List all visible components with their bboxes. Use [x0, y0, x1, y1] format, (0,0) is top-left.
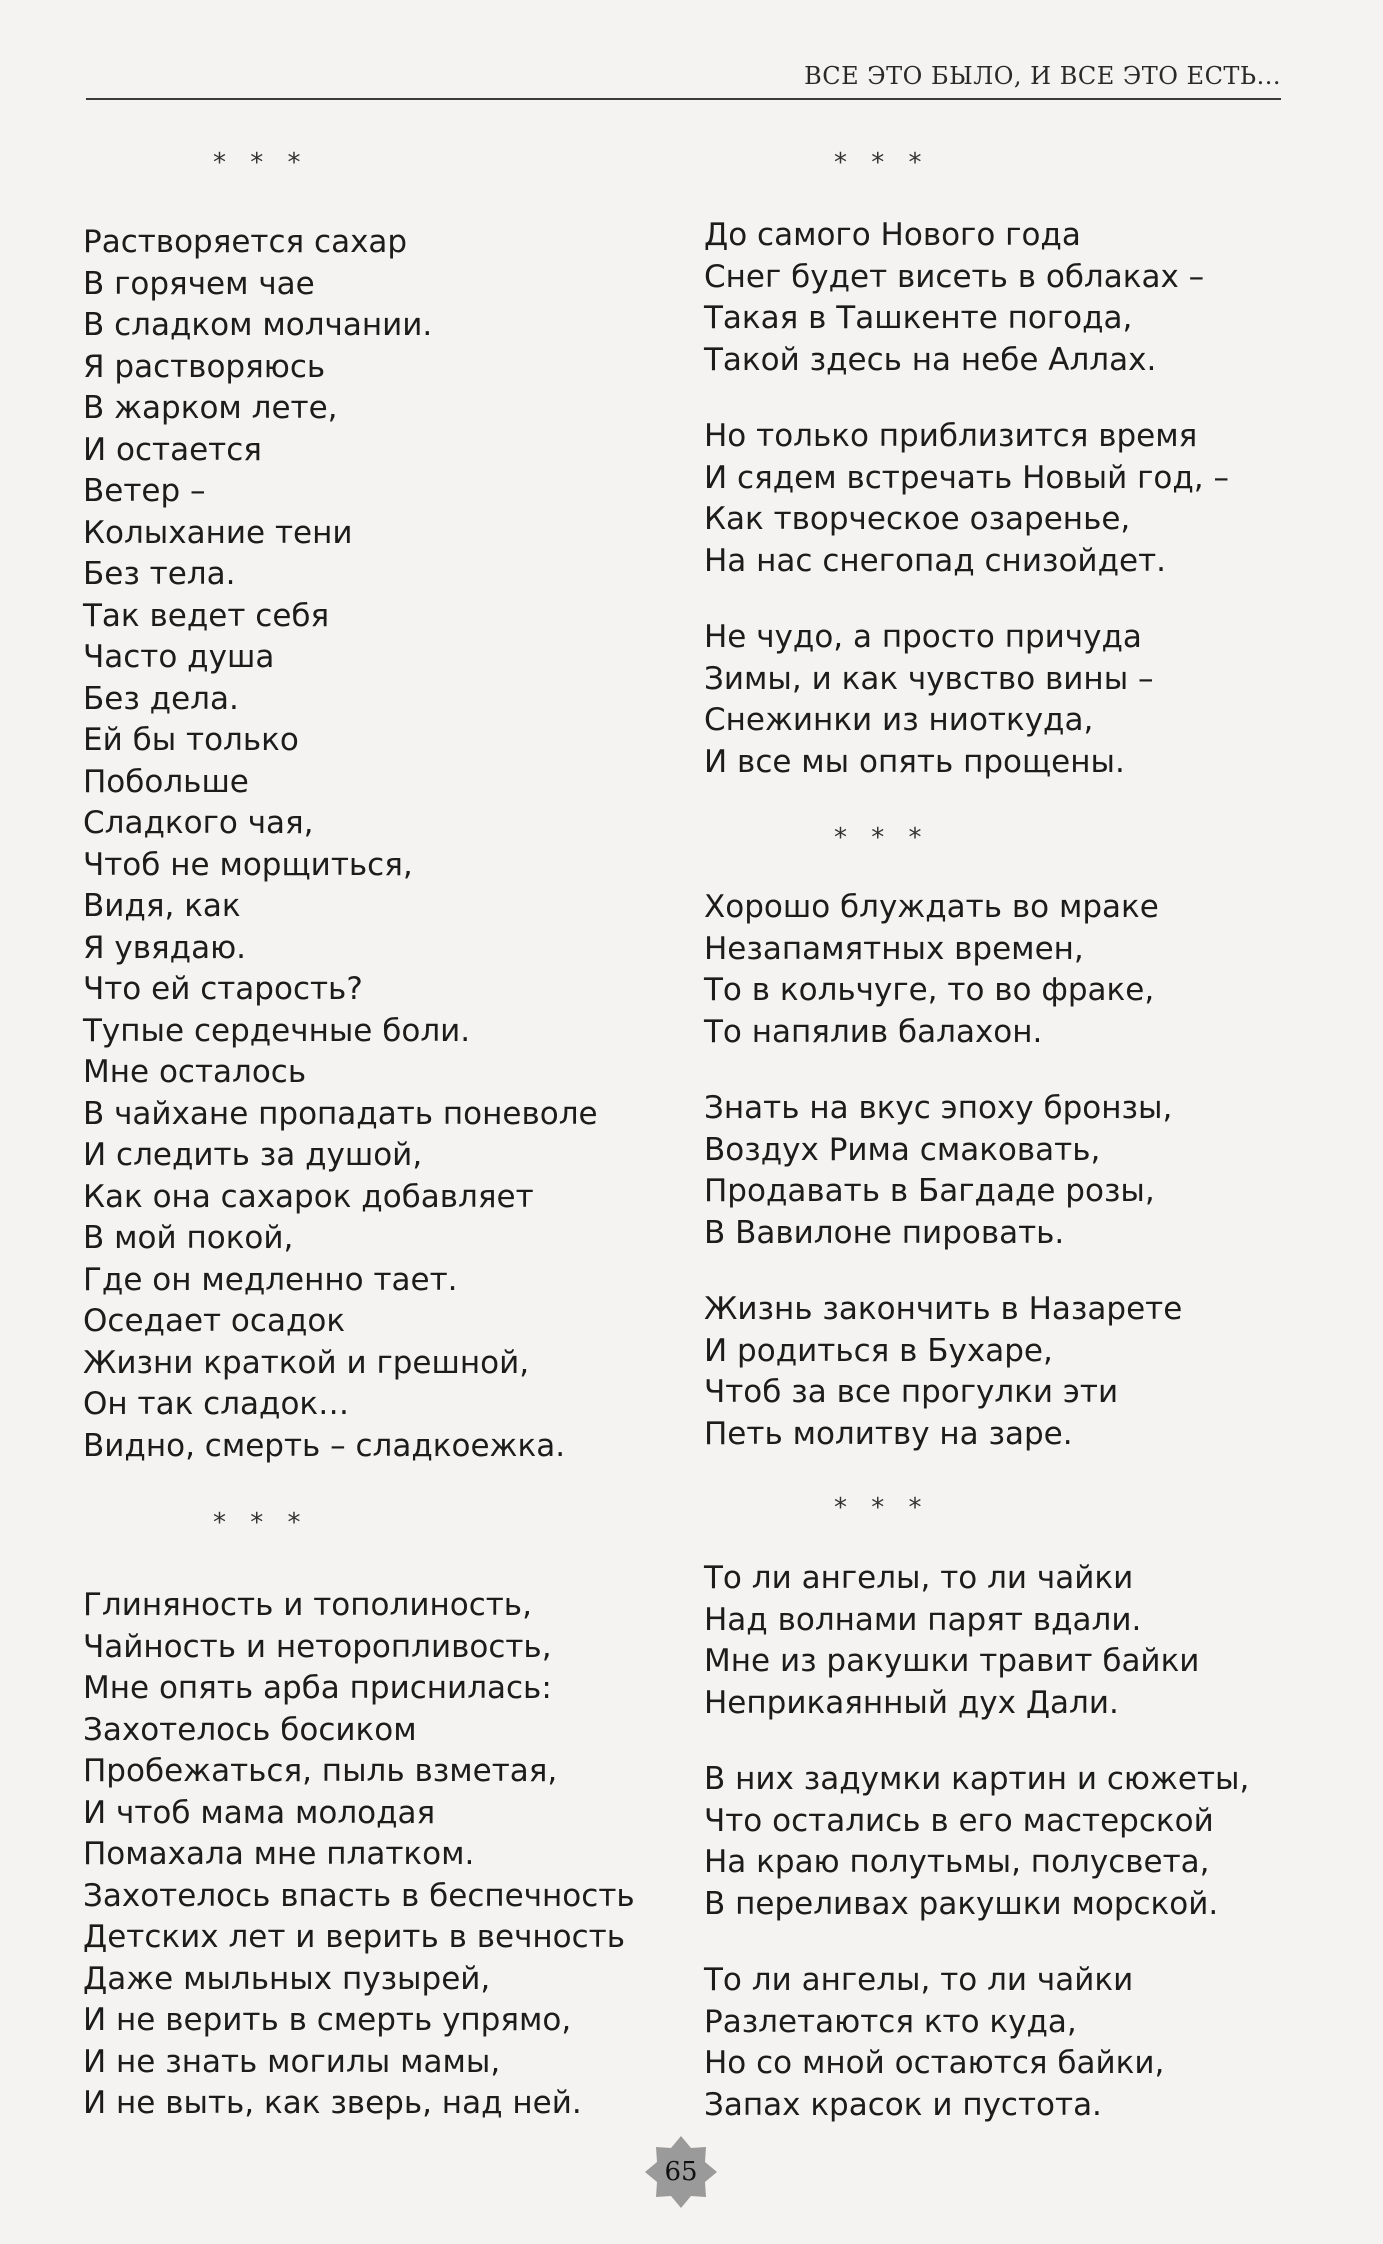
verse-line: Чтоб за все прогулки эти: [704, 1374, 1119, 1410]
verse-line: Воздух Рима смаковать,: [704, 1131, 1101, 1168]
stanza: [704, 1289, 1182, 1455]
verse-line: То ли ангелы, то ли чайки: [704, 1560, 1134, 1596]
poem: [83, 222, 598, 1467]
verse-line: Я увядаю.: [83, 929, 247, 966]
stanza: [704, 215, 1229, 381]
verse-line: В переливах ракушки морской.: [704, 1885, 1219, 1922]
verse-line: Разлетаются кто куда,: [704, 2003, 1077, 2040]
section-separator: * * *: [213, 1508, 309, 1538]
verse-line: Ветер –: [83, 473, 206, 509]
verse-line: Даже мыльных пузырей,: [83, 1960, 491, 1997]
verse-line: Чтоб не морщиться,: [83, 846, 413, 883]
poem: [704, 215, 1229, 783]
verse-line: Оседает осадок: [83, 1303, 346, 1339]
verse-line: В жарком лете,: [83, 390, 338, 426]
verse-line: Как творческое озаренье,: [704, 501, 1131, 537]
verse-line: Мне опять арба приснилась:: [83, 1670, 552, 1706]
verse-line: Неприкаянный дух Дали.: [704, 1684, 1119, 1721]
section-separator: * * *: [834, 1493, 930, 1523]
verse-line: Захотелось впасть в беспечность: [83, 1877, 635, 1914]
verse-line: И чтоб мама молодая: [83, 1794, 436, 1831]
verse-line: И не знать могилы мамы,: [83, 2043, 501, 2080]
verse-line: Хорошо блуждать во мраке: [704, 889, 1159, 925]
verse-line: Жизни краткой и грешной,: [83, 1344, 530, 1381]
verse-line: Захотелось босиком: [83, 1711, 417, 1748]
page-number: 65: [664, 2157, 698, 2187]
verse-line: Колыхание тени: [83, 514, 353, 551]
verse-line: Видя, как: [83, 888, 241, 924]
header-rule: [86, 98, 1281, 100]
verse-line: В мой покой,: [83, 1220, 294, 1256]
verse-line: И сядем встречать Новый год, –: [704, 459, 1230, 496]
section-separator: * * *: [834, 823, 930, 853]
stanza: [704, 617, 1229, 783]
verse-line: Побольше: [83, 763, 249, 800]
verse-line: Но только приблизится время: [704, 418, 1198, 454]
verse-line: Мне осталось: [83, 1054, 307, 1090]
verse-line: Он так сладок…: [83, 1386, 350, 1422]
verse-line: Продавать в Багдаде розы,: [704, 1173, 1155, 1209]
verse-line: И следить за душой,: [83, 1137, 423, 1173]
verse-line: Ей бы только: [83, 722, 299, 758]
verse-line: В них задумки картин и сюжеты,: [704, 1761, 1250, 1797]
stanza: [83, 1585, 635, 2125]
verse-line: Детских лет и верить в вечность: [83, 1919, 626, 1955]
stanza: [704, 1558, 1249, 1724]
verse-line: Жизнь закончить в Назарете: [704, 1291, 1183, 1327]
verse-line: Не чудо, а просто причуда: [704, 619, 1142, 655]
verse-line: Где он медленно тает.: [83, 1261, 458, 1298]
page-number-badge: [643, 2134, 719, 2210]
verse-line: Видно, смерть – сладкоежка.: [83, 1427, 566, 1464]
verse-line: Помахала мне платком.: [83, 1836, 475, 1872]
verse-line: Тупые сердечные боли.: [83, 1012, 471, 1049]
verse-line: Снежинки из ниоткуда,: [704, 702, 1094, 738]
verse-line: То в кольчуге, то во фраке,: [704, 972, 1155, 1008]
verse-line: Сладкого чая,: [83, 805, 314, 841]
verse-line: И не выть, как зверь, над ней.: [83, 2085, 582, 2121]
verse-line: Чайность и неторопливость,: [83, 1628, 552, 1665]
verse-line: Снег будет висеть в облаках –: [704, 258, 1205, 295]
verse-line: То напялив балахон.: [704, 1013, 1043, 1050]
verse-line: До самого Нового года: [704, 217, 1081, 253]
verse-line: Знать на вкус эпоху бронзы,: [704, 1090, 1173, 1126]
verse-line: Я растворяюсь: [83, 348, 326, 385]
verse-line: На краю полутьмы, полусвета,: [704, 1844, 1210, 1880]
verse-line: И не верить в смерть упрямо,: [83, 2002, 572, 2038]
stanza: [704, 1759, 1249, 1925]
verse-line: Над волнами парят вдали.: [704, 1601, 1142, 1638]
poem: [704, 887, 1182, 1455]
stanza: [704, 416, 1229, 582]
verse-line: Что остались в его мастерской: [704, 1802, 1214, 1839]
verse-line: Глиняность и тополиность,: [83, 1587, 532, 1623]
verse-line: В Вавилоне пировать.: [704, 1214, 1065, 1251]
verse-line: Но со мной остаются байки,: [704, 2045, 1165, 2081]
verse-line: В сладком молчании.: [83, 307, 433, 343]
verse-line: И остается: [83, 431, 262, 468]
verse-line: Часто душа: [83, 639, 275, 675]
verse-line: Зимы, и как чувство вины –: [704, 660, 1154, 697]
verse-line: Что ей старость?: [83, 971, 363, 1007]
stanza: [704, 887, 1182, 1053]
verse-line: В чайхане пропадать поневоле: [83, 1095, 598, 1132]
verse-line: Растворяется сахар: [83, 224, 408, 260]
poem: [83, 1585, 635, 2125]
stanza: [704, 1960, 1249, 2126]
verse-line: Без дела.: [83, 680, 239, 717]
verse-line: Такой здесь на небе Аллах.: [704, 341, 1157, 378]
poem: [704, 1558, 1249, 2126]
stanza: [704, 1088, 1182, 1254]
verse-line: Без тела.: [83, 556, 236, 592]
verse-line: Пробежаться, пыль взметая,: [83, 1753, 558, 1789]
verse-line: Мне из ракушки травит байки: [704, 1643, 1200, 1679]
verse-line: И все мы опять прощены.: [704, 743, 1125, 780]
verse-line: Так ведет себя: [83, 597, 330, 634]
verse-line: Петь молитву на заре.: [704, 1415, 1073, 1452]
header-title: ВСЕ ЭТО БЫЛО, И ВСЕ ЭТО ЕСТЬ...: [804, 62, 1281, 90]
verse-line: И родиться в Бухаре,: [704, 1332, 1053, 1369]
section-separator: * * *: [834, 148, 930, 178]
section-separator: * * *: [213, 148, 309, 178]
verse-line: Незапамятных времен,: [704, 930, 1084, 967]
verse-line: Запах красок и пустота.: [704, 2086, 1102, 2123]
verse-line: Такая в Ташкенте погода,: [704, 300, 1133, 336]
verse-line: На нас снегопад снизойдет.: [704, 542, 1166, 579]
stanza: [83, 222, 598, 1467]
verse-line: Как она сахарок добавляет: [83, 1178, 534, 1215]
verse-line: То ли ангелы, то ли чайки: [704, 1962, 1134, 1998]
verse-line: В горячем чае: [83, 265, 315, 302]
